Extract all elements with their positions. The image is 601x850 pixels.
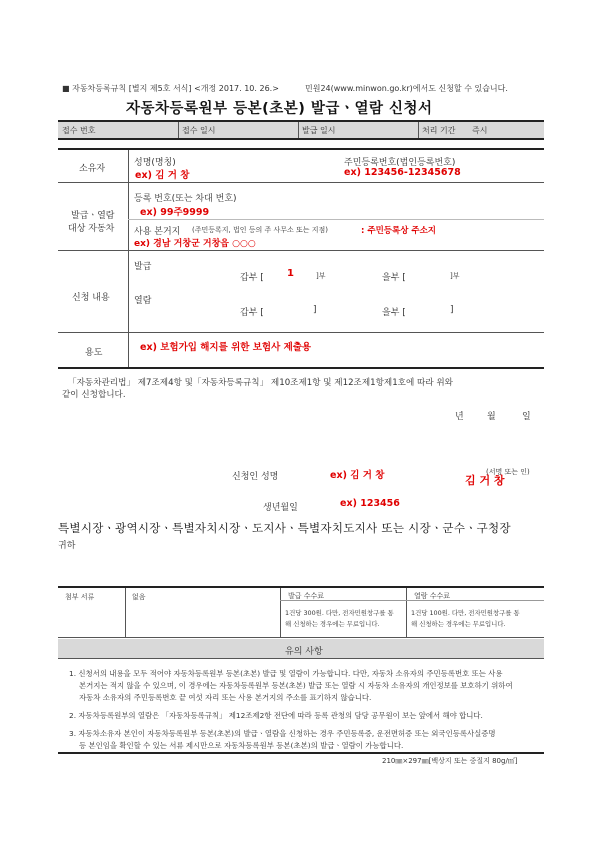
owner-name-example: ex) 김 거 창 [135,170,190,181]
divider [58,138,544,140]
view-fee-text-1: 1건당 100원. 다만, 전자민원창구를 통 [411,609,520,617]
divider [418,122,419,138]
view-eul-label: 을부 [ [382,308,406,318]
issue-gap-suffix: ]부 [316,272,326,280]
view-fee-label: 열람 수수료 [414,592,451,600]
issue-eul-label: 을부 [ [382,273,406,283]
vehicle-base-hint: (주민등록지, 법인 등의 주 사무소 또는 지점) [192,226,328,234]
issue-gap-count: 1 [287,268,294,279]
issue-gap-label: 갑부 [ [240,273,264,283]
applicant-name-example: ex) 김 거 창 [330,470,385,481]
applicant-name-label: 신청인 성명 [232,472,279,482]
vehicle-reg-no-label: 등록 번호(또는 차대 번호) [134,194,237,204]
request-issue-label: 발급 [134,262,152,272]
statement-line-2: 같이 신청합니다. [62,390,126,400]
divider [58,637,544,638]
processing-period-value: 즉시 [472,126,488,135]
receipt-date-label: 접수 일시 [182,126,216,135]
divider [128,219,544,220]
note-2: 2. 자동차등록원부의 열람은 「자동차등록규칙」 제12조제2항 전단에 따라 등록 관청의 담당 공무원이 보는 앞에서 해야 합니다. [69,711,483,720]
owner-name-label: 성명(명칭) [134,158,176,168]
view-gap-close: ] [313,305,317,315]
vehicle-section-label-2: 대상 자동차 [68,224,115,234]
applicant-birth-example: ex) 123456 [340,498,400,509]
divider [298,122,299,138]
note-1-line-3: 자동차 소유자의 주민등록번호 끝 여섯 자리 또는 사용 본거지의 주소를 표기하지 않습니다. [79,693,372,702]
issue-eul-suffix: ]부 [450,272,460,280]
issue-fee-text-1: 1건당 300원. 다만, 전자민원창구를 통 [285,609,394,617]
applicant-birth-label: 생년월일 [263,503,298,513]
receipt-no-label: 접수 번호 [62,126,96,135]
divider [125,588,126,637]
purpose-example: ex) 보험가입 해지를 위한 보험사 제출용 [140,342,312,353]
divider [58,148,544,150]
divider [58,332,544,333]
issue-fee-text-2: 해 신청하는 경우에는 무료입니다. [285,620,380,628]
divider [58,658,544,659]
attachments-value: 없음 [132,593,146,601]
divider [58,367,544,369]
paper-size: 210㎜×297㎜[백상지 또는 중질지 80g/㎡] [382,757,518,765]
divider [58,250,544,251]
view-eul-close: ] [450,305,454,315]
owner-reg-no-example: ex) 123456-12345678 [344,167,461,178]
issue-fee-label: 발급 수수료 [288,592,325,600]
divider [58,120,544,122]
vehicle-section-label-1: 발급ㆍ열람 [71,211,115,221]
view-fee-text-2: 해 신청하는 경우에는 무료입니다. [411,620,506,628]
vehicle-base-red-note: : 주민등록상 주소지 [361,226,437,236]
vehicle-base-example: ex) 경남 거창군 거창읍 ○○○ [134,239,256,249]
vehicle-base-label: 사용 본거지 [134,227,181,237]
statement-line-1: 「자동차관리법」 제7조제4항 및「자동차등록규칙」 제10조제1항 및 제12조제1항제1호에 따라 위와 [68,378,453,388]
date-month-label: 월 [487,412,496,422]
recipient-title: 특별시장ㆍ광역시장ㆍ특별자치시장ㆍ도지사ㆍ특별자치도지사 또는 시장ㆍ군수ㆍ구청장 [58,521,511,535]
form-reference: ■ 자동차등록규칙 [별지 제5호 서식] <개정 2017. 10. 26.> [62,84,279,93]
notes-title: 유의 사항 [285,647,323,657]
request-section-label: 신청 내용 [72,293,110,303]
note-1-line-2: 본거지는 적지 않을 수 있으며, 이 경우에는 자동차등록원부 등본(초본) 발급 또는 열람 시 자동차 소유자의 개인정보를 보호하기 위하여 [79,681,513,690]
note-3-line-2: 등 본인임을 확인할 수 있는 서류 제시만으로 자동차등록원부 등본(초본)의 발급ㆍ열람이 가능합니다. [79,741,404,750]
attachments-label: 첨부 서류 [65,593,95,601]
owner-section-label: 소유자 [79,164,106,174]
vehicle-reg-no-example: ex) 99주9999 [140,207,210,218]
applicant-sign-hint: (서명 또는 인) [486,468,530,476]
issue-date-label: 발급 일시 [302,126,336,135]
online-notice: 민원24(www.minwon.go.kr)에서도 신청할 수 있습니다. [305,84,508,93]
divider [178,122,179,138]
divider [58,182,544,183]
divider [58,752,544,754]
purpose-section-label: 용도 [85,348,103,358]
view-gap-label: 갑부 [ [240,308,264,318]
date-year-label: 년 [455,412,464,422]
form-title: 자동차등록원부 등본(초본) 발급ㆍ열람 신청서 [126,101,433,117]
divider [58,586,544,588]
date-day-label: 일 [522,412,531,422]
note-3-line-1: 3. 자동차소유자 본인이 자동차등록원부 등본(초본)의 발급ㆍ열람을 신청하는 경우 주민등록증, 운전면허증 또는 외국인등록사실증명 [69,729,496,738]
request-view-label: 열람 [134,296,152,306]
recipient-suffix: 귀하 [58,541,76,551]
note-1-line-1: 1. 신청서의 내용을 모두 적어야 자동차등록원부 등본(초본) 발급 및 열람이 가능합니다. 다만, 자동차 소유자의 주민등록번호 또는 사용 [69,669,503,678]
divider [280,588,281,637]
owner-reg-no-label: 주민등록번호(법인등록번호) [344,158,456,168]
processing-period-label: 처리 기간 [422,126,456,135]
divider [406,588,407,637]
applicant-signature: 김 거 창 [465,474,505,487]
